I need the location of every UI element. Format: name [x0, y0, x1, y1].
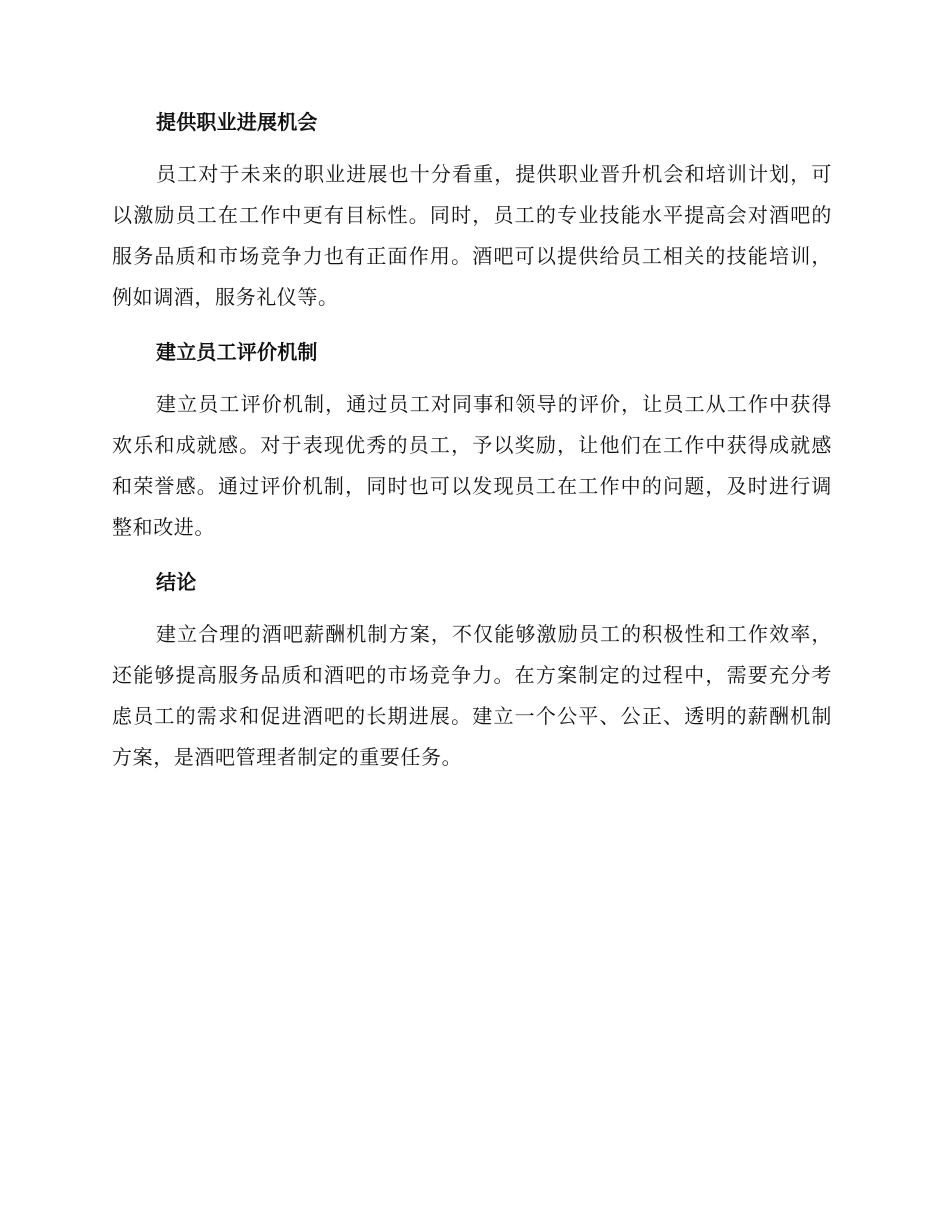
section-paragraph: 建立员工评价机制，通过员工对同事和领导的评价，让员工从工作中获得欢乐和成就感。对于表现优秀的员工，予以奖励，让他们在工作中获得成就感和荣誉感。通过评价机制，同时也可以发现员工在工作中的问题，及时进行调整和改进。	[112, 392, 832, 539]
section-paragraph: 员工对于未来的职业进展也十分看重，提供职业晋升机会和培训计划，可以激励员工在工作中更有目标性。同时，员工的专业技能水平提高会对酒吧的服务品质和市场竞争力也有正面作用。酒吧可以提供给员工相关的技能培训，例如调酒，服务礼仪等。	[112, 162, 832, 309]
section-heading: 结论	[156, 570, 197, 594]
section-conclusion	[112, 568, 832, 778]
section-heading: 建立员工评价机制	[156, 340, 318, 364]
section-heading: 提供职业进展机会	[156, 110, 318, 134]
section-paragraph: 建立合理的酒吧薪酬机制方案，不仅能够激励员工的积极性和工作效率，还能够提高服务品质和酒吧的市场竞争力。在方案制定的过程中，需要充分考虑员工的需求和促进酒吧的长期进展。建立一个公平、公正、透明的薪酬机制方案，是酒吧管理者制定的重要任务。	[112, 622, 832, 769]
document-page	[112, 108, 832, 798]
section-employee-evaluation	[112, 338, 832, 548]
section-career-development	[112, 108, 832, 318]
